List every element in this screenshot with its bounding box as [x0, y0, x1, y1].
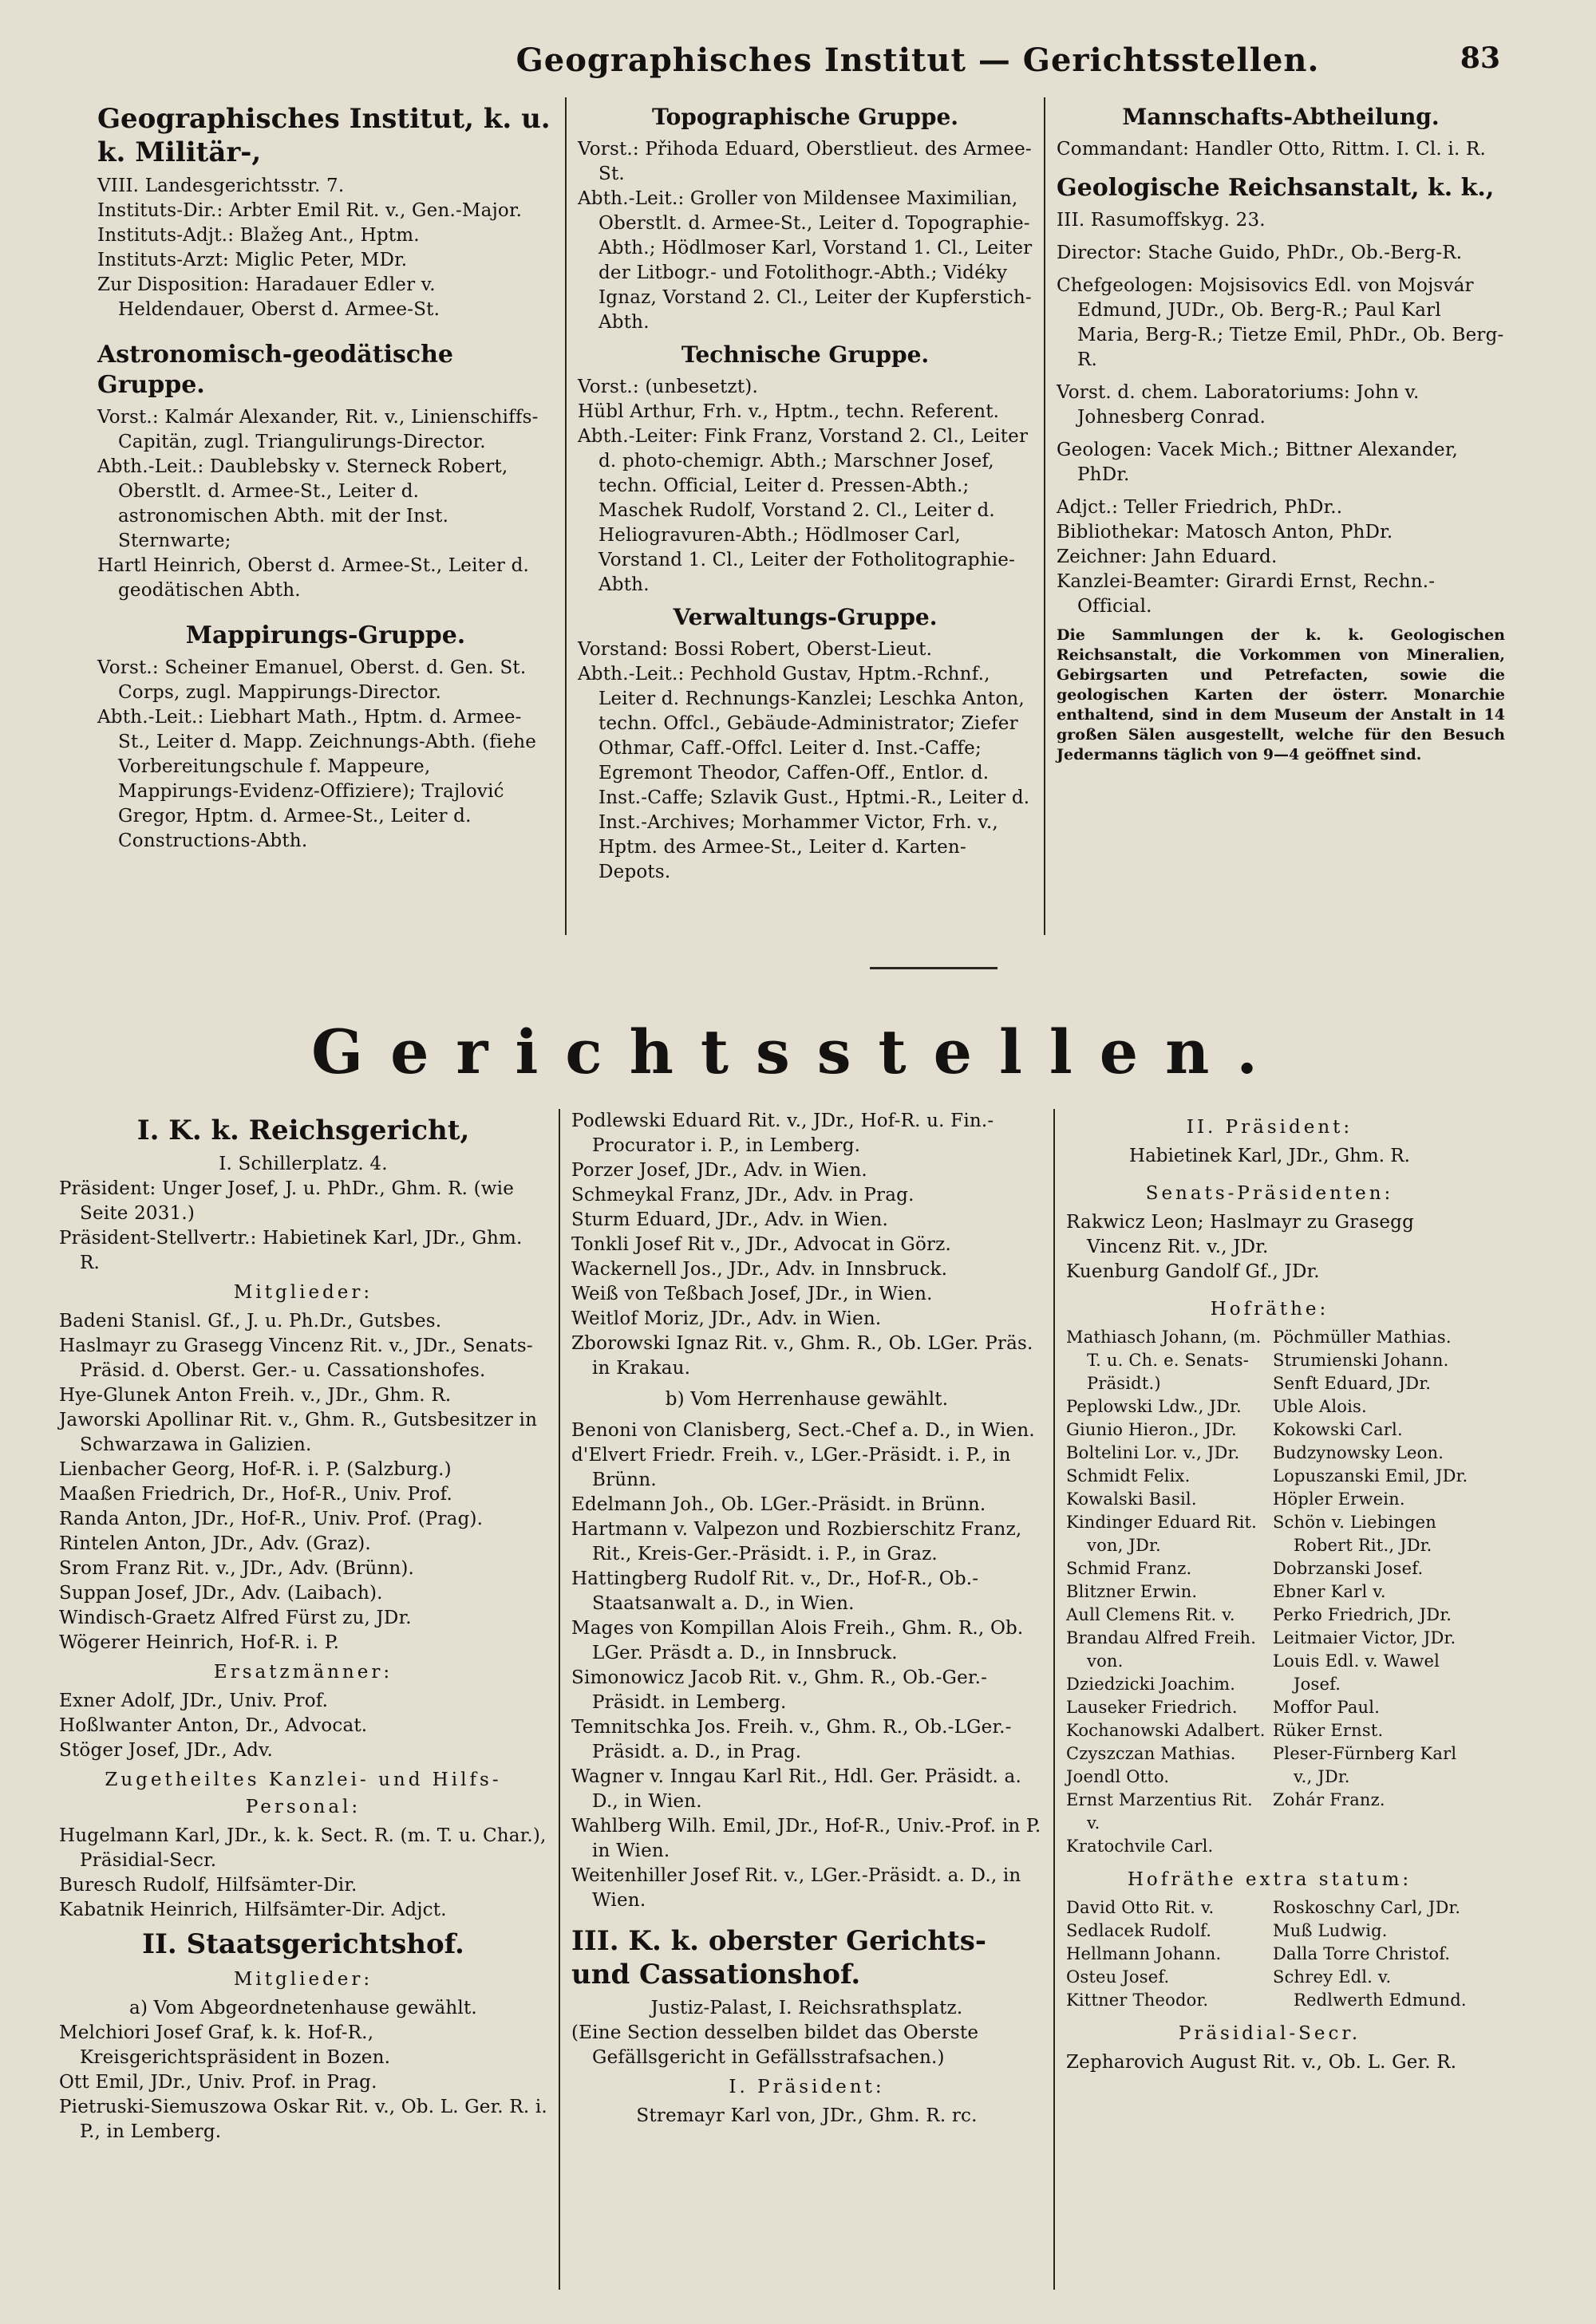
list-item: Kokowski Carl.	[1273, 1420, 1403, 1439]
text-line: Kanzlei-Beamter: Girardi Ernst, Rechn.-Official.	[1057, 571, 1436, 617]
section-title-geologische-reichsanstalt: Geologische Reichsanstalt, k. k.,	[1057, 174, 1495, 202]
section-title-staatsgerichtshof: II. Staatsgerichtshof.	[142, 1928, 464, 1960]
section-title-mappirung: Mappirungs-Gruppe.	[185, 621, 466, 649]
text-line: Abth.-Leiter: Fink Franz, Vorstand 2. Cl., Leiter d. photo-chemigr. Abth.; Marschner Josef, techn. Official, Leiter d. Pressen-Abth.; Maschek Rudolf, Vorstand 2. Cl., Leiter d. Heliogravuren-Abth.; Hödlmoser Carl, Vorstand 1. Cl., Leiter der Fotholitographie-Abth.	[578, 426, 1029, 595]
list-item: Podlewski Eduard Rit. v., JDr., Hof-R. u. Fin.-Procurator i. P., in Lemberg.	[571, 1111, 994, 1156]
list-item: Höpler Erwein.	[1273, 1489, 1405, 1509]
text-line: Präsident-Stellvertr.: Habietinek Karl, JDr., Ghm. R.	[59, 1228, 523, 1273]
list-item: Budzynowsky Leon.	[1273, 1443, 1444, 1462]
list-item: Lauseker Friedrich.	[1066, 1698, 1238, 1717]
list-item: Hye-Glunek Anton Freih. v., JDr., Ghm. R.	[59, 1385, 452, 1406]
text-line: Instituts-Dir.: Arbter Emil Rit. v., Gen.-Major.	[97, 200, 523, 221]
list-item: Hartmann v. Valpezon und Rozbierschitz Franz, Rit., Kreis-Ger.-Präsidt. i. P., in Graz.	[571, 1519, 1022, 1564]
list-item: Benoni von Clanisberg, Sect.-Chef a. D., in Wien.	[571, 1420, 1035, 1441]
list-item: Schön v. Liebingen Robert Rit., JDr.	[1273, 1513, 1437, 1555]
list-item: Rintelen Anton, JDr., Adv. (Graz).	[59, 1533, 371, 1554]
subhead-hofraethe-extra: Hofräthe extra statum:	[1127, 1869, 1412, 1890]
text-line: Hartl Heinrich, Oberst d. Armee-St., Leiter d. geodätischen Abth.	[97, 555, 530, 601]
list-item: Pleser-Fürnberg Karl v., JDr.	[1273, 1744, 1457, 1786]
list-item: Melchiori Josef Graf, k. k. Hof-R., Kreisgerichtspräsident in Bozen.	[59, 2022, 391, 2068]
list-item: Zepharovich August Rit. v., Ob. L. Ger. R.	[1066, 2052, 1457, 2073]
list-item: Wögerer Heinrich, Hof-R. i. P.	[59, 1632, 340, 1653]
section-title-verwaltung: Verwaltungs-Gruppe.	[673, 604, 938, 630]
list-item: Randa Anton, JDr., Hof-R., Univ. Prof. (Prag).	[59, 1509, 484, 1529]
section-title-geographisches-institut: Geographisches Institut, k. u. k. Militär-,	[97, 103, 551, 168]
subhead-senats-praesidenten: Senats-Präsidenten:	[1145, 1183, 1394, 1204]
subhead-praesident: I. Präsident:	[729, 2077, 885, 2097]
list-item: Kochanowski Adalbert.	[1066, 1721, 1266, 1740]
column-cassationshof-cont	[1053, 1109, 1484, 2290]
text-line: Commandant: Handler Otto, Rittm. I. Cl. i. R.	[1057, 139, 1487, 160]
subhead-hofraethe: Hofräthe:	[1210, 1299, 1329, 1320]
list-item: Buresch Rudolf, Hilfsämter-Dir.	[59, 1875, 358, 1896]
list-item: Weitlof Moriz, JDr., Adv. in Wien.	[571, 1308, 882, 1329]
list-item: Maaßen Friedrich, Dr., Hof-R., Univ. Prof.	[59, 1484, 453, 1505]
list-item: Ott Emil, JDr., Univ. Prof. in Prag.	[59, 2072, 377, 2093]
text-line: Vorst.: Přihoda Eduard, Oberstlieut. des Armee-St.	[578, 139, 1032, 184]
list-item: Dobrzanski Josef.	[1273, 1559, 1424, 1578]
list-item: Schmidt Felix.	[1066, 1466, 1191, 1486]
text-line: I. Schillerplatz. 4.	[219, 1154, 388, 1174]
list-item: Moffor Paul.	[1273, 1698, 1381, 1717]
text-line: Vorst.: Scheiner Emanuel, Oberst. d. Gen. St. Corps, zugl. Mappirungs-Director.	[97, 657, 527, 703]
section-title-topographisch: Topographische Gruppe.	[651, 104, 959, 130]
list-item: Giunio Hieron., JDr.	[1066, 1420, 1237, 1439]
list-item: Windisch-Graetz Alfred Fürst zu, JDr.	[59, 1608, 412, 1628]
list-item: Schmeykal Franz, JDr., Adv. in Prag.	[571, 1185, 915, 1205]
extra-left	[1066, 1896, 1266, 2012]
subhead-mitglieder: Mitglieder:	[233, 1282, 373, 1303]
section-title-astronomisch: Astronomisch-geodätische Gruppe.	[97, 341, 454, 399]
text-line: b) Vom Herrenhause gewählt.	[665, 1389, 949, 1410]
list-item: Czyszczan Mathias.	[1066, 1744, 1236, 1763]
list-item: Joendl Otto.	[1066, 1767, 1170, 1786]
list-item: Jaworski Apollinar Rit. v., Ghm. R., Gutsbesitzer in Schwarzawa in Galizien.	[59, 1410, 538, 1455]
list-item: Weitenhiller Josef Rit. v., LGer.-Präsidt. a. D., in Wien.	[571, 1865, 1021, 1911]
text-line: Instituts-Adjt.: Blažeg Ant., Hptm.	[97, 225, 420, 246]
subhead-praesidial-secr: Präsidial-Secr.	[1178, 2023, 1361, 2044]
text-line: Zeichner: Jahn Eduard.	[1057, 546, 1278, 567]
gerichtsstellen-title: Gerichtsstellen.	[311, 1016, 1285, 1087]
list-item: David Otto Rit. v.	[1066, 1898, 1215, 1917]
list-item: Zborowski Ignaz Rit. v., Ghm. R., Ob. LGer. Präs. in Krakau.	[571, 1333, 1033, 1379]
text-line: Instituts-Arzt: Miglic Peter, MDr.	[97, 250, 408, 270]
list-item: Suppan Josef, JDr., Adv. (Laibach).	[59, 1583, 383, 1604]
text-line: (Eine Section desselben bildet das Oberste Gefällsgericht in Gefällsstrafsachen.)	[571, 2022, 979, 2068]
list-item: Ebner Karl v.	[1273, 1582, 1386, 1601]
text-line: Chefgeologen: Mojsisovics Edl. von Mojsvár Edmund, JUDr., Ob. Berg-R.; Paul Karl Maria, Berg-R.; Tietze Emil, PhDr., Ob. Berg-R.	[1057, 275, 1504, 370]
text-line: Adjct.: Teller Friedrich, PhDr..	[1057, 497, 1343, 518]
extra-right	[1273, 1896, 1473, 2012]
list-item: Badeni Stanisl. Gf., J. u. Ph.Dr., Gutsbes.	[59, 1311, 442, 1332]
text-line: Abth.-Leit.: Pechhold Gustav, Hptm.-Rchnf., Leiter d. Rechnungs-Kanzlei; Leschka Anton, techn. Offcl., Gebäude-Administrator; Ziefer Othmar, Caff.-Offcl. Leiter d. Inst.-Caffe; Egremont Theodor, Caffen-Off., Entlor. d. Inst.-Caffe; Szlavik Gust., Hptmi.-R., Leiter d. Inst.-Archives; Morhammer Victor, Frh. v., Hptm. des Armee-St., Leiter d. Karten-Depots.	[578, 664, 1030, 882]
subhead-ersatzmaenner: Ersatzmänner:	[213, 1662, 393, 1683]
list-item: Wahlberg Wilh. Emil, JDr., Hof-R., Univ.-Prof. in P. in Wien.	[571, 1816, 1041, 1861]
subhead-mitglieder-staat: Mitglieder:	[233, 1969, 373, 1990]
list-item: Stöger Josef, JDr., Adv.	[59, 1740, 274, 1761]
list-item: Kabatnik Heinrich, Hilfsämter-Dir. Adjct.	[59, 1900, 447, 1920]
museum-note: Die Sammlungen der k. k. Geologischen Reichsanstalt, die Vorkommen von Mineralien, Gebirgsarten und Petrefacten, sowie die geologischen Karten der österr. Monarchie enthaltend, sind in dem Museum der Anstalt in 14 großen Sälen ausgestellt, welche für den Besuch Jedermanns täglich von 9—4 geöffnet sind.	[1057, 626, 1505, 763]
list-item: Simonowicz Jacob Rit. v., Ghm. R., Ob.-Ger.-Präsidt. in Lemberg.	[571, 1667, 988, 1713]
list-item: Sedlacek Rudolf.	[1066, 1921, 1212, 1940]
text-line: Vorst.: (unbesetzt).	[578, 377, 758, 397]
column-staatsgerichtshof-cont	[559, 1109, 1053, 2290]
list-item: Temnitschka Jos. Freih. v., Ghm. R., Ob.-LGer.-Präsidt. a. D., in Prag.	[571, 1717, 1012, 1762]
hofraethe-grid	[1066, 1326, 1473, 1858]
text-line: Abth.-Leit.: Liebhart Math., Hptm. d. Armee-St., Leiter d. Mapp. Zeichnungs-Abth. (fiehe Vorbereitungschule f. Mappeure, Mappirungs-Evidenz-Offiziere); Trajlović Gregor, Hptm. d. Armee-St., Leiter d. Constructions-Abth.	[97, 707, 537, 851]
page-number: 83	[1460, 41, 1500, 75]
list-item: Kratochvile Carl.	[1066, 1837, 1214, 1856]
column-reichsgericht	[48, 1109, 559, 2290]
list-item: Muß Ludwig.	[1273, 1921, 1388, 1940]
list-item: Uble Alois.	[1273, 1397, 1367, 1416]
column-geographisches-institut	[86, 97, 565, 935]
list-item: Kowalski Basil.	[1066, 1489, 1197, 1509]
list-item: Hellmann Johann.	[1066, 1944, 1222, 1963]
text-line: a) Vom Abgeordnetenhause gewählt.	[129, 1998, 477, 2018]
list-item: Ernst Marzentius Rit. v.	[1066, 1790, 1253, 1833]
list-item: Lopuszanski Emil, JDr.	[1273, 1466, 1468, 1486]
list-item: Perko Friedrich, JDr.	[1273, 1605, 1452, 1624]
section-title-reichsgericht: I. K. k. Reichsgericht,	[136, 1115, 470, 1146]
text-line: Zur Disposition: Haradauer Edler v. Heldendauer, Oberst d. Armee-St.	[97, 274, 440, 320]
text-line: Vorst. d. chem. Laboratoriums: John v. Johnesberg Conrad.	[1057, 382, 1420, 428]
list-item: Osteu Josef.	[1066, 1967, 1170, 1987]
text-line: Stremayr Karl von, JDr., Ghm. R. rc.	[636, 2105, 978, 2126]
hofraethe-right	[1273, 1326, 1473, 1858]
list-item: Tonkli Josef Rit v., JDr., Advocat in Görz.	[571, 1234, 952, 1255]
list-item: Aull Clemens Rit. v.	[1066, 1605, 1235, 1624]
list-item: Leitmaier Victor, JDr.	[1273, 1628, 1456, 1647]
column-gruppen	[565, 97, 1044, 935]
list-item: Edelmann Joh., Ob. LGer.-Präsidt. in Brünn.	[571, 1494, 986, 1515]
text-line: Habietinek Karl, JDr., Ghm. R.	[1129, 1146, 1410, 1166]
list-item: Brandau Alfred Freih. von.	[1066, 1628, 1257, 1671]
list-item: Boltelini Lor. v., JDr.	[1066, 1443, 1240, 1462]
text-line: Abth.-Leit.: Daublebsky v. Sterneck Robert, Oberstlt. d. Armee-St., Leiter d. astronomischen Abth. mit der Inst. Sternwarte;	[97, 456, 508, 551]
top-columns	[86, 97, 1516, 935]
list-item: Kindinger Eduard Rit. von, JDr.	[1066, 1513, 1258, 1555]
list-item: Schmid Franz.	[1066, 1559, 1192, 1578]
list-item: Hattingberg Rudolf Rit. v., Dr., Hof-R., Ob.-Staatsanwalt a. D., in Wien.	[571, 1568, 979, 1614]
list-item: d'Elvert Friedr. Freih. v., LGer.-Präsidt. i. P., in Brünn.	[571, 1445, 1011, 1490]
list-item: Strumienski Johann.	[1273, 1351, 1449, 1370]
list-item: Zohár Franz.	[1273, 1790, 1385, 1809]
text-line: Präsident: Unger Josef, J. u. PhDr., Ghm. R. (wie Seite 2031.)	[59, 1178, 515, 1224]
text-line: Director: Stache Guido, PhDr., Ob.-Berg-R.	[1057, 243, 1463, 263]
list-item: Senft Eduard, JDr.	[1273, 1374, 1432, 1393]
list-item: Pietruski-Siemuszowa Oskar Rit. v., Ob. L. Ger. R. i. P., in Lemberg.	[59, 2097, 547, 2142]
text-line: Bibliothekar: Matosch Anton, PhDr.	[1057, 522, 1393, 543]
list-item: Hugelmann Karl, JDr., k. k. Sect. R. (m. T. u. Char.), Präsidial-Secr.	[59, 1825, 547, 1871]
section-title-oberster-gerichtshof: III. K. k. oberster Gerichts- und Cassationshof.	[571, 1925, 986, 1991]
text-line: Vorst.: Kalmár Alexander, Rit. v., Linienschiffs-Capitän, zugl. Triangulirungs-Director.	[97, 407, 539, 452]
list-item: Wagner v. Inngau Karl Rit., Hdl. Ger. Präsidt. a. D., in Wien.	[571, 1766, 1021, 1812]
subhead-personal: Zugetheiltes Kanzlei- und Hilfs-Personal:	[105, 1770, 502, 1817]
text-line: Justiz-Palast, I. Reichsrathsplatz.	[650, 1998, 963, 2018]
list-item: Kuenburg Gandolf Gf., JDr.	[1066, 1261, 1320, 1282]
subhead-ii-praesident: II. Präsident:	[1186, 1117, 1353, 1138]
list-item: Mathiasch Johann, (m. T. u. Ch. e. Senats-Präsidt.)	[1066, 1328, 1262, 1393]
list-item: Lienbacher Georg, Hof-R. i. P. (Salzburg.)	[59, 1459, 452, 1480]
column-reichsanstalt	[1044, 97, 1516, 935]
text-line: VIII. Landesgerichtsstr. 7.	[97, 176, 345, 196]
text-line: III. Rasumoffskyg. 23.	[1057, 210, 1266, 231]
bottom-columns	[48, 1109, 1484, 2290]
list-item: Dziedzicki Joachim.	[1066, 1675, 1236, 1694]
list-item: Porzer Josef, JDr., Adv. in Wien.	[571, 1160, 867, 1181]
list-item: Exner Adolf, JDr., Univ. Prof.	[59, 1691, 329, 1711]
list-item: Sturm Eduard, JDr., Adv. in Wien.	[571, 1209, 888, 1230]
list-item: Schrey Edl. v. Redlwerth Edmund.	[1273, 1967, 1467, 2010]
list-item: Roskoschny Carl, JDr.	[1273, 1898, 1461, 1917]
list-item: Peplowski Ldw., JDr.	[1066, 1397, 1242, 1416]
list-item: Hoßlwanter Anton, Dr., Advocat.	[59, 1715, 368, 1736]
hofraethe-left	[1066, 1326, 1266, 1858]
list-item: Mages von Kompillan Alois Freih., Ghm. R., Ob. LGer. Präsdt a. D., in Innsbruck.	[571, 1618, 1024, 1663]
list-item: Louis Edl. v. Wawel Josef.	[1273, 1651, 1440, 1694]
section-title-mannschaft: Mannschafts-Abtheilung.	[1122, 104, 1440, 130]
list-item: Weiß von Teßbach Josef, JDr., in Wien.	[571, 1284, 933, 1304]
text-line: Vorstand: Bossi Robert, Oberst-Lieut.	[578, 639, 933, 660]
list-item: Pöchmüller Mathias.	[1273, 1328, 1452, 1347]
list-item: Rüker Ernst.	[1273, 1721, 1384, 1740]
list-item: Blitzner Erwin.	[1066, 1582, 1198, 1601]
divider-rule	[870, 967, 998, 969]
running-title: Geographisches Institut — Gerichtsstellen.	[516, 41, 1320, 79]
list-item: Rakwicz Leon; Haslmayr zu Grasegg Vincenz Rit. v., JDr.	[1066, 1212, 1414, 1257]
list-item: Haslmayr zu Grasegg Vincenz Rit. v., JDr., Senats-Präsid. d. Oberst. Ger.- u. Cassationshofes.	[59, 1336, 533, 1381]
text-line: Geologen: Vacek Mich.; Bittner Alexander, PhDr.	[1057, 440, 1459, 485]
list-item: Dalla Torre Christof.	[1273, 1944, 1451, 1963]
list-item: Kittner Theodor.	[1066, 1991, 1209, 2010]
list-item: Srom Franz Rit. v., JDr., Adv. (Brünn).	[59, 1558, 415, 1579]
section-title-technisch: Technische Gruppe.	[681, 341, 930, 368]
extra-grid	[1066, 1896, 1473, 2012]
text-line: Hübl Arthur, Frh. v., Hptm., techn. Referent.	[578, 401, 1000, 422]
list-item: Wackernell Jos., JDr., Adv. in Innsbruck.	[571, 1259, 948, 1280]
text-line: Abth.-Leit.: Groller von Mildensee Maximilian, Oberstlt. d. Armee-St., Leiter d. Topographie-Abth.; Hödlmoser Karl, Vorstand 1. Cl., Leiter der Litbogr.- und Fotolithogr.-Abth.; Vidéky Ignaz, Vorstand 2. Cl., Leiter der Kupferstich-Abth.	[578, 188, 1033, 333]
